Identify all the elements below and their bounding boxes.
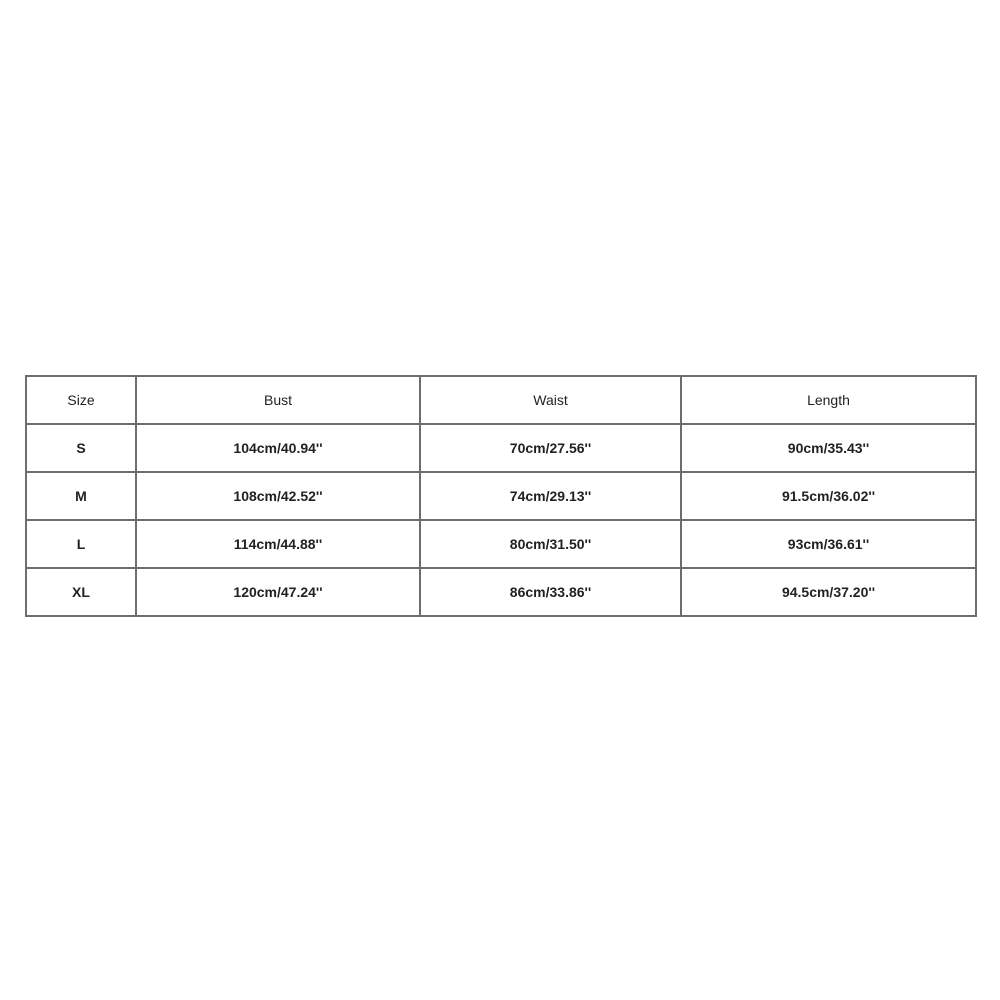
length-cell: 91.5cm/36.02''	[681, 472, 976, 520]
header-size: Size	[26, 376, 136, 424]
size-cell: M	[26, 472, 136, 520]
waist-cell: 70cm/27.56''	[420, 424, 681, 472]
size-cell: XL	[26, 568, 136, 616]
waist-cell: 80cm/31.50''	[420, 520, 681, 568]
bust-cell: 120cm/47.24''	[136, 568, 420, 616]
length-cell: 90cm/35.43''	[681, 424, 976, 472]
size-cell: S	[26, 424, 136, 472]
waist-cell: 86cm/33.86''	[420, 568, 681, 616]
header-bust: Bust	[136, 376, 420, 424]
waist-cell: 74cm/29.13''	[420, 472, 681, 520]
length-cell: 93cm/36.61''	[681, 520, 976, 568]
bust-cell: 114cm/44.88''	[136, 520, 420, 568]
size-cell: L	[26, 520, 136, 568]
table-row	[26, 472, 976, 520]
table-row	[26, 520, 976, 568]
header-length: Length	[681, 376, 976, 424]
header-row	[26, 376, 976, 424]
size-chart-table	[25, 375, 977, 617]
table-row	[26, 424, 976, 472]
bust-cell: 104cm/40.94''	[136, 424, 420, 472]
bust-cell: 108cm/42.52''	[136, 472, 420, 520]
table-row	[26, 568, 976, 616]
header-waist: Waist	[420, 376, 681, 424]
length-cell: 94.5cm/37.20''	[681, 568, 976, 616]
